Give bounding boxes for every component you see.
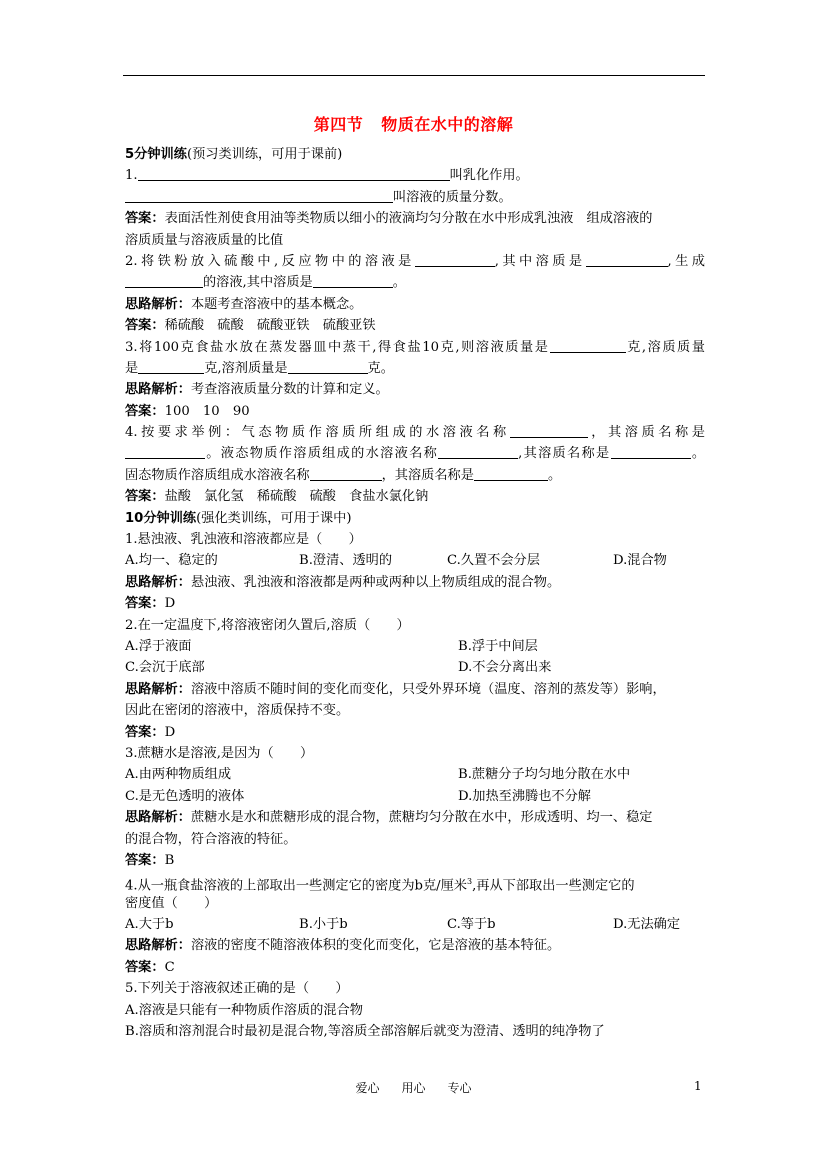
answer-8: 答案：C	[125, 959, 175, 975]
question-6: 2.在一定温度下,将溶液密闭久置后,溶质（ ）	[125, 617, 410, 633]
option-9a	[125, 1000, 705, 1021]
option-a[interactable]: A.由两种物质组成	[125, 767, 232, 783]
option-b[interactable]: B.小于b	[299, 917, 348, 933]
footer-word: 爱心	[355, 1081, 380, 1095]
question-8-cont: 密度值（ ）	[125, 895, 218, 911]
option-d[interactable]: D.无法确定	[613, 917, 681, 933]
question-9: 5.下列关于溶液叙述正确的是（ ）	[125, 981, 349, 997]
option-c[interactable]: C.是无色透明的液体	[125, 788, 245, 804]
question-2-cont: 的溶液,其中溶质是 。	[125, 272, 705, 293]
answer-blank[interactable]	[125, 444, 205, 459]
options-7-row2	[125, 786, 705, 807]
question-8: 4.从一瓶食盐溶液的上部取出一些测定它的密度为b克/厘米$^3$,再从下部取出一些测定它的	[125, 877, 635, 894]
analysis-7-cont: 的混合物，符合溶液的特征。	[125, 831, 297, 847]
option-c[interactable]: C.会沉于底部	[125, 660, 205, 676]
footer-word: 专心	[447, 1081, 472, 1095]
question-3: 3.将100克食盐水放在蒸发器皿中蒸干,得食盐10克,则溶液质量是 克,溶质质量	[125, 339, 705, 355]
option-d[interactable]: D.混合物	[613, 553, 667, 569]
question-4: 4.按要求举例：气态物质作溶质所组成的水溶液名称 ，其溶质名称是	[125, 425, 705, 441]
analysis-2: 思路解析：本题考查溶液中的基本概念。	[125, 296, 363, 312]
option-d[interactable]: D.加热至沸腾也不分解	[458, 788, 591, 804]
answer-blank[interactable]	[474, 466, 548, 481]
answer-blank[interactable]	[550, 338, 626, 353]
answer-blank[interactable]	[438, 444, 518, 459]
analysis-5: 思路解析：悬浊液、乳浊液和溶液都是两种或两种以上物质组成的混合物。	[125, 574, 561, 590]
worksheet-body	[125, 144, 705, 1042]
answer-blank[interactable]	[125, 273, 203, 288]
options-8	[125, 914, 705, 935]
options-7-row1	[125, 764, 705, 785]
option-b[interactable]: B.溶质和溶剂混合时最初是混合物,等溶质全部溶解后就变为澄清、透明的纯净物了	[125, 1024, 605, 1040]
option-b[interactable]: B.蔗糖分子均匀地分散在水中	[458, 767, 631, 783]
question-4-cont2: 固态物质作溶质组成水溶液名称 ，其溶质名称是 。	[125, 467, 562, 483]
option-a[interactable]: A.大于b	[125, 917, 174, 933]
option-c[interactable]: C.久置不会分层	[447, 553, 540, 569]
answer-blank[interactable]	[611, 444, 691, 459]
question-4-cont: 。液态物质作溶质组成的水溶液名称 ,其溶质名称是 。	[125, 443, 705, 464]
question-7: 3.蔗糖水是溶液,是因为（ ）	[125, 745, 314, 761]
answer-blank[interactable]	[415, 252, 495, 267]
question-2: 2.将铁粉放入硫酸中,反应物中的溶液是 ,其中溶质是 ,生成	[125, 253, 705, 269]
option-c[interactable]: C.等于b	[447, 917, 496, 933]
analysis-6: 思路解析：溶液中溶质不随时间的变化而变化，只受外界环境（温度、溶剂的蒸发等）影响，	[125, 681, 666, 697]
option-d[interactable]: D.不会分离出来	[458, 660, 552, 676]
footer-word: 用心	[401, 1081, 426, 1095]
answer-blank[interactable]	[138, 359, 204, 374]
answer-1: 答案：表面活性剂使食用油等类物质以细小的液滴均匀分散在水中形成乳浊液 组成溶液的	[125, 211, 653, 227]
question-5: 1.悬浊液、乳浊液和溶液都应是（ ）	[125, 532, 362, 548]
answer-5: 答案：D	[125, 596, 176, 612]
answer-blank[interactable]	[310, 466, 382, 481]
answer-blank[interactable]	[288, 359, 368, 374]
option-a[interactable]: A.溶液是只能有一种物质作溶质的混合物	[125, 1002, 363, 1018]
question-3-cont: 是 克,溶剂质量是 克。	[125, 360, 394, 376]
page-footer	[0, 1079, 827, 1096]
option-b[interactable]: B.浮于中间层	[458, 638, 538, 654]
analysis-7: 思路解析：蔗糖水是水和蔗糖形成的混合物，蔗糖均匀分散在水中，形成透明、均一、稳定	[125, 810, 653, 826]
options-6-row1	[125, 636, 705, 657]
analysis-3: 思路解析：考查溶液质量分数的计算和定义。	[125, 382, 389, 398]
option-a[interactable]: A.均一、稳定的	[125, 553, 218, 569]
question-1a: 1. 叫乳化作用。	[125, 168, 529, 184]
answer-1-cont: 溶质质量与溶液质量的比值	[125, 232, 284, 248]
answer-blank[interactable]	[510, 423, 588, 438]
options-5	[125, 550, 705, 571]
analysis-6-cont: 因此在密闭的溶液中，溶质保持不变。	[125, 703, 350, 719]
answer-blank[interactable]	[138, 166, 450, 181]
page-number: 1	[694, 1079, 702, 1093]
answer-3: 答案：100 10 90	[125, 403, 250, 419]
question-1b: 叫溶液的质量分数。	[125, 187, 705, 208]
answer-blank[interactable]	[586, 252, 668, 267]
analysis-8: 思路解析：溶液的密度不随溶液体积的变化而变化，它是溶液的基本特征。	[125, 938, 561, 954]
answer-4: 答案：盐酸 氯化氢 稀硫酸 硫酸 食盐水氯化钠	[125, 489, 429, 505]
header-rule	[123, 75, 705, 76]
page-title	[0, 112, 827, 135]
option-9b	[125, 1021, 705, 1042]
answer-blank[interactable]	[125, 188, 393, 203]
options-6-row2	[125, 657, 705, 678]
answer-7: 答案：B	[125, 852, 175, 868]
answer-blank[interactable]	[313, 273, 393, 288]
section-heading-2: 10分钟训练(强化类训练，可用于课中)	[125, 510, 352, 526]
section-heading-1: 5分钟训练(预习类训练，可用于课前)	[125, 147, 343, 162]
title-topic: 物质在水中的溶解	[381, 115, 514, 134]
answer-2: 答案：稀硫酸 硫酸 硫酸亚铁 硫酸亚铁	[125, 318, 376, 334]
title-section: 第四节	[313, 115, 364, 134]
option-b[interactable]: B.澄清、透明的	[299, 553, 393, 569]
option-a[interactable]: A.浮于液面	[125, 638, 192, 654]
answer-6: 答案：D	[125, 724, 176, 740]
